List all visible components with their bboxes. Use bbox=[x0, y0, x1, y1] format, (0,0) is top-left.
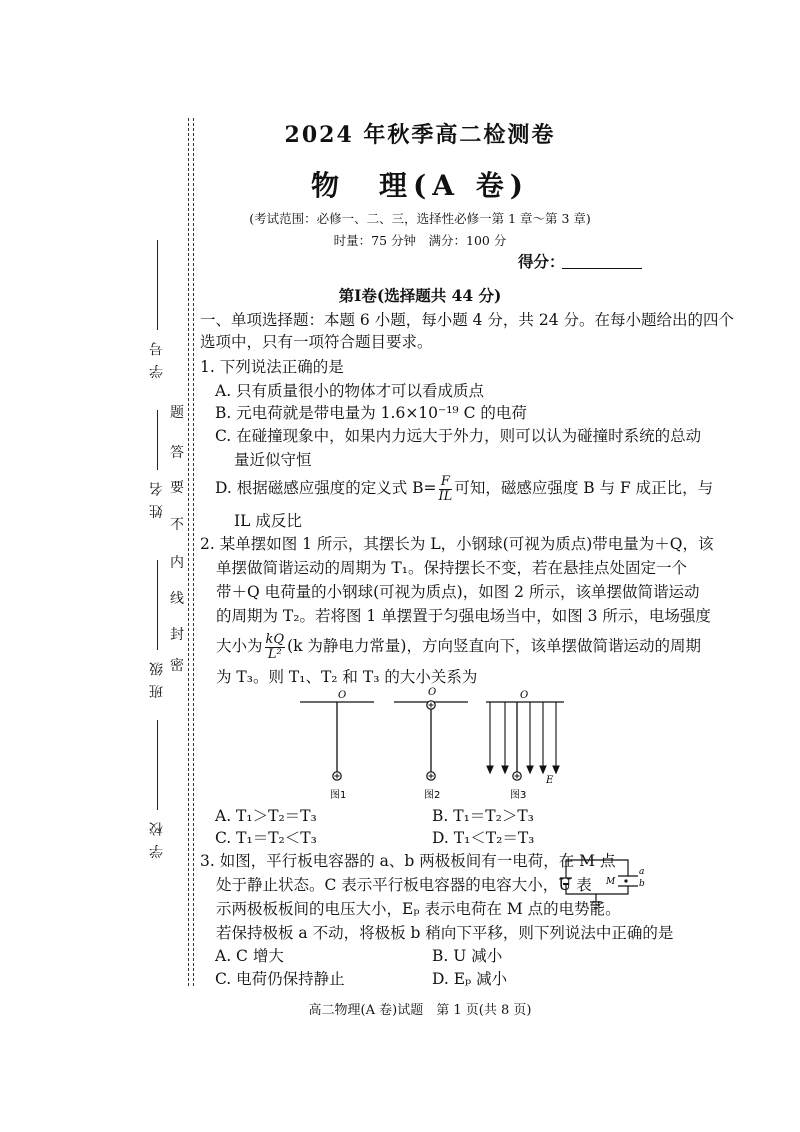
school-label: 学 校 bbox=[149, 820, 165, 859]
q3-stem: 示两极板板间的电压大小，Eₚ 表示电荷在 M 点的电势能。 bbox=[216, 900, 621, 918]
q1-d-text: D. 根据磁感应强度的定义式 B= bbox=[215, 479, 437, 498]
q1-d-text: 可知，磁感应强度 B 与 F 成正比，与 bbox=[454, 479, 714, 498]
figure-3-caption: 图3 bbox=[510, 790, 527, 801]
seal-char: 不 bbox=[170, 517, 184, 533]
fraction-numerator: kQ bbox=[265, 632, 285, 647]
fraction-denominator: L² bbox=[267, 646, 282, 662]
q2-stem: 单摆做简谐运动的周期为 T₁。保持摆长不变，若在悬挂点处固定一个 bbox=[216, 559, 687, 577]
page-footer: 高二物理(A 卷)试题 第 1 页(共 8 页) bbox=[308, 1003, 532, 1018]
q1-option-a[interactable]: A. 只有质量很小的物体才可以看成质点 bbox=[215, 382, 485, 400]
field-label: E bbox=[546, 775, 554, 786]
pivot-label: O bbox=[520, 690, 529, 701]
q3-option-c[interactable]: C. 电荷仍保持静止 bbox=[215, 970, 345, 988]
q2-text: (k 为静电力常量)，方向竖直向下，该单摆做简谐运动的周期 bbox=[287, 637, 701, 656]
id-label: 学 号 bbox=[149, 340, 165, 379]
plate-a-label: a bbox=[639, 867, 645, 877]
subject-title: 物 理(A 卷) bbox=[311, 169, 529, 202]
q2-stem bbox=[216, 633, 701, 661]
section-instructions: 一、单项选择题：本题 6 小题，每小题 4 分，共 24 分。在每小题给出的四个 bbox=[200, 311, 735, 329]
q1-d-fraction bbox=[439, 475, 453, 503]
q1-option-c[interactable]: C. 在碰撞现象中，如果内力远大于外力，则可以认为碰撞时系统的总动 bbox=[215, 427, 702, 445]
q3-option-a[interactable]: A. C 增大 bbox=[215, 947, 284, 965]
figure-3-pendulum-in-field bbox=[486, 690, 564, 801]
point-m-label: M bbox=[606, 877, 616, 887]
seal-char: 密 bbox=[170, 658, 184, 674]
q2-option-c[interactable]: C. T₁＝T₂＜T₃ bbox=[215, 829, 317, 847]
q1-option-d-cont: IL 成反比 bbox=[234, 512, 302, 530]
figure-1-pendulum bbox=[300, 690, 374, 801]
fraction-numerator: F bbox=[439, 475, 453, 490]
q3-stem: 处于静止状态。C 表示平行板电容器的电容大小，U 表 bbox=[216, 876, 592, 894]
score-label: 得分： bbox=[518, 252, 565, 271]
figure-2-caption: 图2 bbox=[424, 790, 441, 801]
plate-b-label: b bbox=[639, 879, 645, 889]
seal-char: 要 bbox=[170, 480, 184, 496]
score-field[interactable] bbox=[562, 268, 642, 269]
q3-stem: 3. 如图，平行板电容器的 a、b 两极板间有一电荷，在 M 点 bbox=[200, 852, 616, 870]
pivot-label: O bbox=[428, 687, 437, 698]
exam-scope: (考试范围：必修一、二、三，选择性必修一第 1 章～第 3 章) bbox=[249, 211, 591, 226]
q2-option-d[interactable]: D. T₁＜T₂＝T₃ bbox=[432, 829, 535, 847]
section-instructions: 选项中，只有一项符合题目要求。 bbox=[200, 333, 433, 351]
time-and-score: 时量：75 分钟 满分：100 分 bbox=[333, 233, 507, 248]
q1-stem: 1. 下列说法正确的是 bbox=[200, 358, 344, 376]
id-blank-line bbox=[157, 240, 158, 330]
class-label: 班 级 bbox=[149, 660, 165, 699]
fraction-denominator: IL bbox=[438, 488, 453, 504]
q2-stem: 2. 某单摆如图 1 所示，其摆长为 L，小钢球(可视为质点)带电量为＋Q，该 bbox=[200, 535, 714, 553]
q2-stem: 带＋Q 电荷量的小钢球(可视为质点)，如图 2 所示，该单摆做简谐运动 bbox=[216, 583, 700, 601]
charge-point-icon bbox=[624, 879, 627, 882]
q2-option-a[interactable]: A. T₁＞T₂＝T₃ bbox=[215, 807, 317, 825]
exam-title: 2024 年秋季高二检测卷 bbox=[284, 122, 556, 148]
section-title: 第Ⅰ卷(选择题共 44 分) bbox=[338, 286, 502, 305]
school-blank-line bbox=[157, 720, 158, 810]
seal-char: 题 bbox=[170, 405, 184, 421]
circuit-wire bbox=[566, 860, 628, 878]
capacitor-circuit-figure bbox=[556, 856, 646, 916]
q1-option-c-cont: 量近似守恒 bbox=[234, 451, 312, 469]
seal-char: 线 bbox=[170, 591, 184, 607]
field-lines bbox=[487, 702, 559, 773]
q2-field-fraction bbox=[265, 633, 286, 661]
q2-text: 大小为 bbox=[216, 637, 263, 656]
name-label: 姓 名 bbox=[149, 480, 165, 519]
q3-stem: 若保持极板 a 不动，将极板 b 稍向下平移，则下列说法中正确的是 bbox=[216, 924, 674, 942]
q1-option-b[interactable]: B. 元电荷就是带电量为 1.6×10⁻¹⁹ C 的电荷 bbox=[215, 404, 527, 422]
name-blank-line bbox=[157, 410, 158, 470]
q3-option-b[interactable]: B. U 减小 bbox=[432, 947, 503, 965]
q1-option-d[interactable] bbox=[215, 475, 713, 503]
q2-stem: 为 T₃。则 T₁、T₂ 和 T₃ 的大小关系为 bbox=[216, 668, 478, 686]
figure-1-caption: 图1 bbox=[330, 790, 347, 801]
q2-figures bbox=[290, 686, 580, 802]
q2-stem: 的周期为 T₂。若将图 1 单摆置于匀强电场当中，如图 3 所示，电场强度 bbox=[216, 607, 711, 625]
class-blank-line bbox=[157, 560, 158, 650]
figure-2-pendulum bbox=[394, 687, 468, 801]
pivot-label: O bbox=[338, 690, 347, 701]
seal-char: 内 bbox=[170, 555, 184, 571]
q2-option-b[interactable]: B. T₁＝T₂＞T₃ bbox=[432, 807, 534, 825]
seal-char: 封 bbox=[170, 627, 184, 643]
seal-char: 答 bbox=[170, 445, 184, 461]
q3-option-d[interactable]: D. Eₚ 减小 bbox=[432, 970, 508, 988]
